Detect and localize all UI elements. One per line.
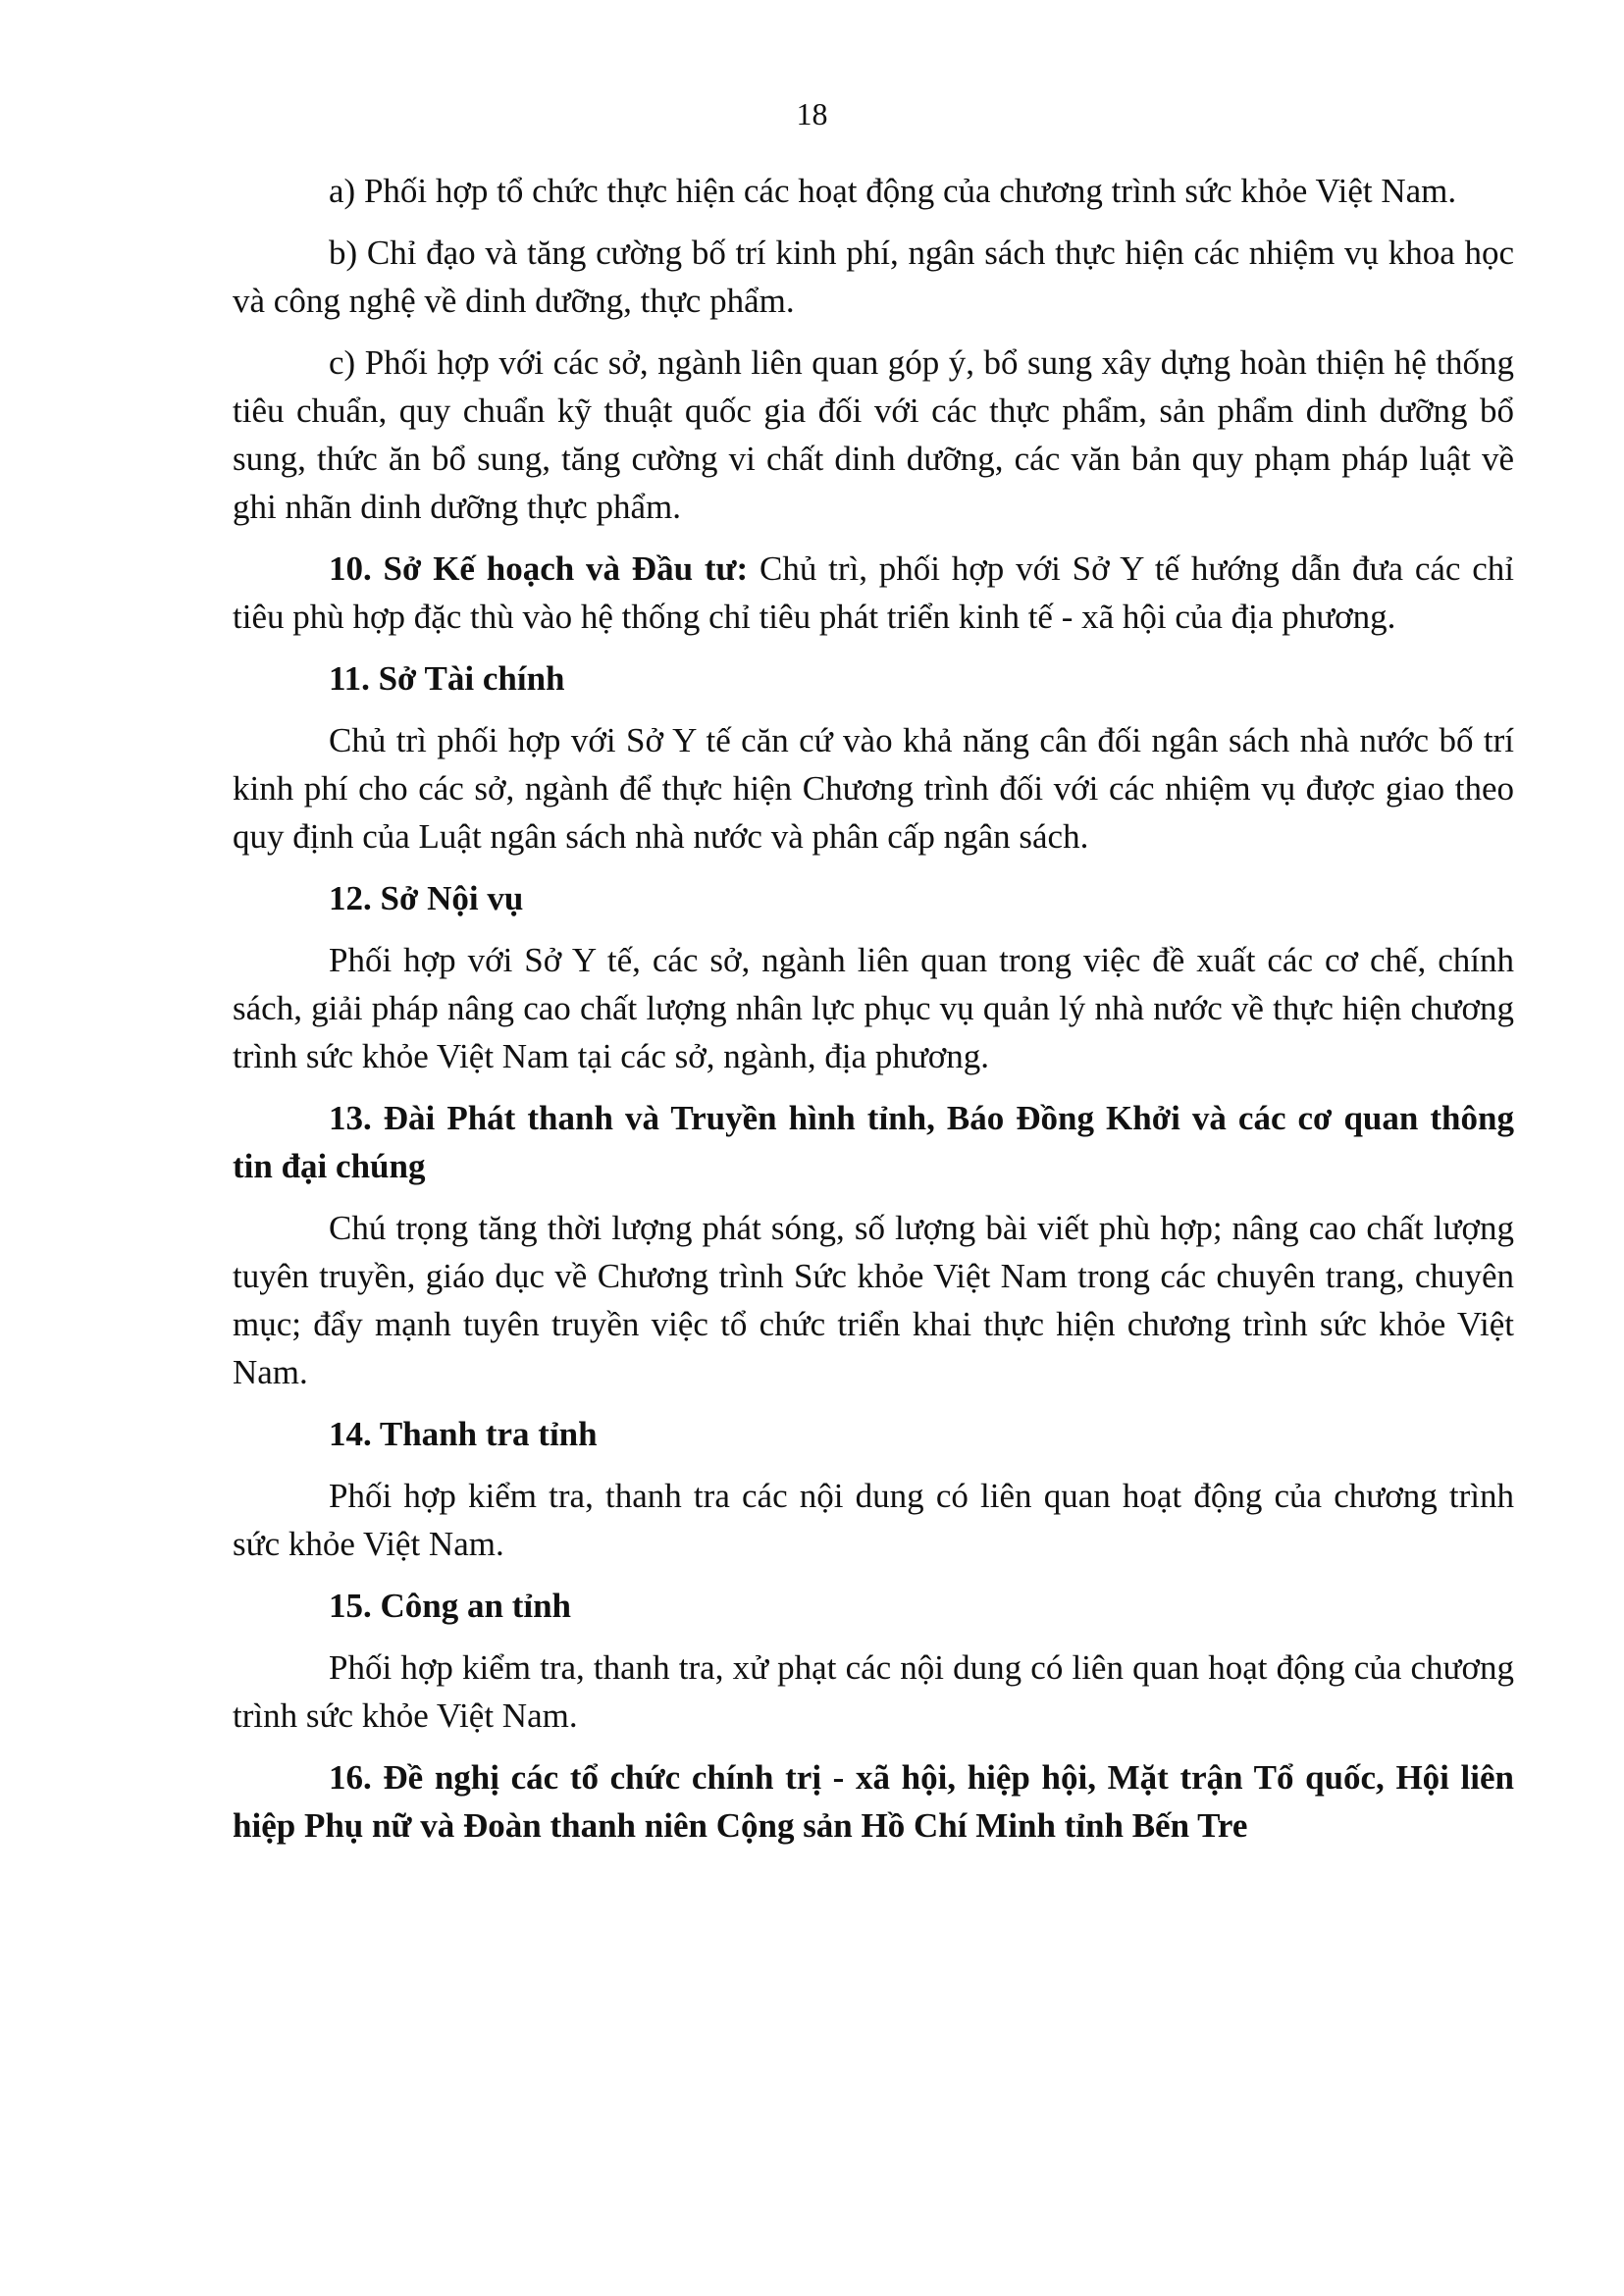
section-12-body: Phối hợp với Sở Y tế, các sở, ngành liên quan trong việc đề xuất các cơ chế, chính sách, giải pháp nâng cao chất lượng nhân lực phục vụ quản lý nhà nước về thực hiện chương trình sức khỏe Việt Nam tại các sở, ngành, địa phương.	[233, 941, 1514, 1075]
section-11-title: 11. Sở Tài chính	[329, 659, 565, 698]
section-15-body: Phối hợp kiểm tra, thanh tra, xử phạt các nội dung có liên quan hoạt động của chương trình sức khỏe Việt Nam.	[233, 1648, 1514, 1735]
section-13-title: 13. Đài Phát thanh và Truyền hình tỉnh, Báo Đồng Khởi và các cơ quan thông tin đại chúng	[233, 1099, 1514, 1185]
paragraph-a: a) Phối hợp tổ chức thực hiện các hoạt động của chương trình sức khỏe Việt Nam.	[329, 172, 1457, 210]
section-10	[233, 545, 1514, 641]
section-11-body: Chủ trì phối hợp với Sở Y tế căn cứ vào khả năng cân đối ngân sách nhà nước bố trí kinh phí cho các sở, ngành để thực hiện Chương trình đối với các nhiệm vụ được giao theo quy định của Luật ngân sách nhà nước và phân cấp ngân sách.	[233, 721, 1514, 856]
section-16-title: 16. Đề nghị các tổ chức chính trị - xã hội, hiệp hội, Mặt trận Tổ quốc, Hội liên hiệp Phụ nữ và Đoàn thanh niên Cộng sản Hồ Chí Minh tỉnh Bến Tre	[233, 1758, 1514, 1845]
section-14-body: Phối hợp kiểm tra, thanh tra các nội dung có liên quan hoạt động của chương trình sức khỏe Việt Nam.	[233, 1477, 1514, 1563]
section-12-title: 12. Sở Nội vụ	[329, 879, 524, 917]
paragraph-c: c) Phối hợp với các sở, ngành liên quan góp ý, bổ sung xây dựng hoàn thiện hệ thống tiêu chuẩn, quy chuẩn kỹ thuật quốc gia đối với các thực phẩm, sản phẩm dinh dưỡng bổ sung, thức ăn bổ sung, tăng cường vi chất dinh dưỡng, các văn bản quy phạm pháp luật về ghi nhãn dinh dưỡng thực phẩm.	[233, 343, 1514, 526]
section-10-title: 10. Sở Kế hoạch và Đầu tư:	[329, 549, 749, 588]
section-10-body: Chủ trì, phối hợp với Sở Y tế hướng dẫn đưa các chỉ tiêu phù hợp đặc thù vào hệ thống chỉ tiêu phát triển kinh tế - xã hội của địa phương.	[233, 549, 1514, 636]
document-body	[233, 167, 1514, 1863]
paragraph-b: b) Chỉ đạo và tăng cường bố trí kinh phí, ngân sách thực hiện các nhiệm vụ khoa học và công nghệ về dinh dưỡng, thực phẩm.	[233, 234, 1514, 320]
section-14-title: 14. Thanh tra tỉnh	[329, 1415, 598, 1453]
page-number: 18	[796, 96, 828, 131]
section-13-body: Chú trọng tăng thời lượng phát sóng, số lượng bài viết phù hợp; nâng cao chất lượng tuyên truyền, giáo dục về Chương trình Sức khỏe Việt Nam trong các chuyên trang, chuyên mục; đẩy mạnh tuyên truyền việc tổ chức triển khai thực hiện chương trình sức khỏe Việt Nam.	[233, 1209, 1514, 1391]
section-15-title: 15. Công an tỉnh	[329, 1587, 572, 1625]
